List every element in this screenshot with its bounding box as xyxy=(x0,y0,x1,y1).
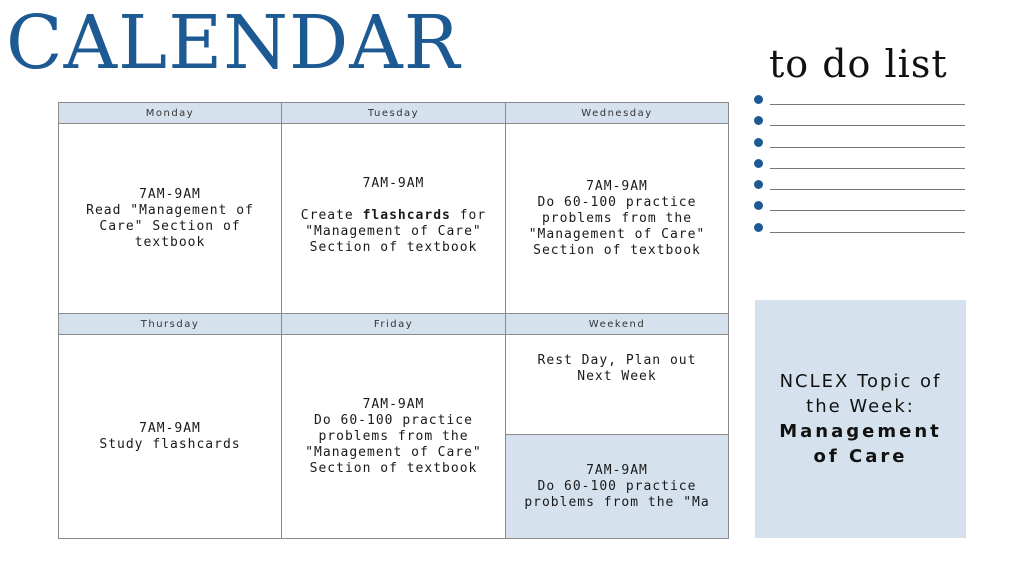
cell-weekend-top: Rest Day, Plan out Next Week xyxy=(506,335,728,435)
header-monday: Monday xyxy=(59,103,282,124)
todo-line xyxy=(770,104,965,105)
todo-line xyxy=(770,189,965,190)
bullet-icon xyxy=(754,95,763,104)
topic-line-1: NCLEX Topic of xyxy=(779,371,942,392)
tuesday-pre: Create xyxy=(300,207,363,223)
header-friday: Friday xyxy=(282,314,506,335)
page-title: CALENDAR xyxy=(6,0,461,86)
bullet-icon xyxy=(754,116,763,125)
todo-item[interactable] xyxy=(754,222,966,243)
topic-name-2: of Care xyxy=(813,446,908,467)
header-thursday: Thursday xyxy=(59,314,282,335)
header-weekend: Weekend xyxy=(506,314,728,335)
topic-line-2: the Week: xyxy=(806,396,915,417)
bullet-icon xyxy=(754,180,763,189)
topic-name-1: Management xyxy=(779,421,942,442)
todo-item[interactable] xyxy=(754,179,966,200)
todo-line xyxy=(770,168,965,169)
header-wednesday: Wednesday xyxy=(506,103,728,124)
topic-of-week-panel xyxy=(755,300,966,538)
tuesday-post: for "Management of Care" Section of textbook xyxy=(305,207,487,255)
tuesday-bold: flashcards xyxy=(362,207,451,223)
todo-item[interactable] xyxy=(754,94,966,115)
cell-monday: 7AM-9AM Read "Management of Care" Section of textbook xyxy=(59,124,282,314)
todo-line xyxy=(770,210,965,211)
todo-item[interactable] xyxy=(754,200,966,221)
bullet-icon xyxy=(754,159,763,168)
cell-wednesday: 7AM-9AM Do 60-100 practice problems from the "Management of Care" Section of textbook xyxy=(506,124,728,314)
todo-item[interactable] xyxy=(754,158,966,179)
cell-thursday: 7AM-9AM Study flashcards xyxy=(59,335,282,538)
bullet-icon xyxy=(754,138,763,147)
todo-list xyxy=(754,94,966,243)
todo-line xyxy=(770,232,965,233)
tuesday-time: 7AM-9AM xyxy=(362,175,425,191)
bullet-icon xyxy=(754,201,763,210)
todo-title: to do list xyxy=(769,42,948,86)
cell-weekend-bottom: 7AM-9AM Do 60-100 practice problems from the "Ma xyxy=(506,435,728,538)
todo-item[interactable] xyxy=(754,115,966,136)
header-tuesday: Tuesday xyxy=(282,103,506,124)
todo-line xyxy=(770,147,965,148)
cell-friday: 7AM-9AM Do 60-100 practice problems from the "Management of Care" Section of textbook xyxy=(282,335,506,538)
bullet-icon xyxy=(754,223,763,232)
calendar-grid xyxy=(58,102,729,539)
todo-item[interactable] xyxy=(754,137,966,158)
todo-line xyxy=(770,125,965,126)
cell-tuesday xyxy=(282,124,506,314)
